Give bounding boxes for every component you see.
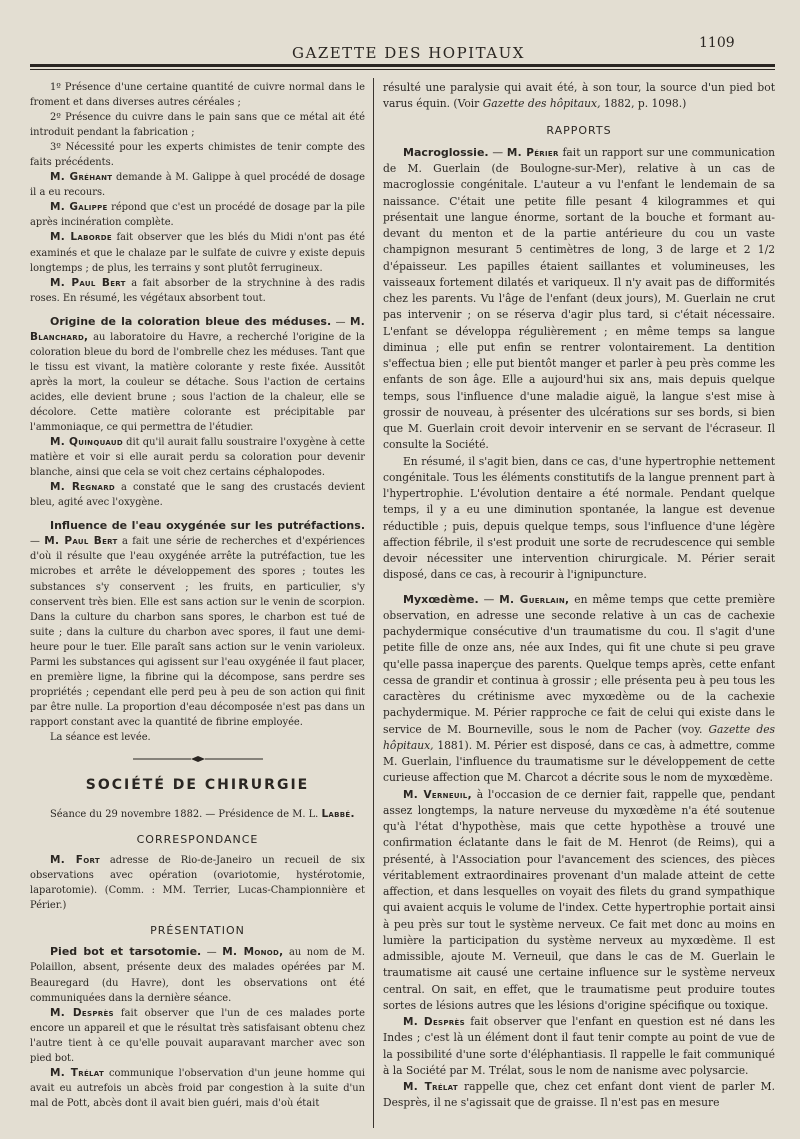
dash: — xyxy=(30,536,45,548)
correspondance-heading: CORRESPONDANCE xyxy=(136,833,259,847)
column-divider xyxy=(373,78,374,1128)
speaker-name: M. Trélat xyxy=(403,1081,458,1093)
speaker-name: M. Paul Bert xyxy=(44,535,118,548)
section-title: Influence de l'eau oxygénée sur les putréfactions. xyxy=(50,519,365,533)
paragraph-text: a constaté que le sang des crustacés devient bleu, agité avec l'oxygène. xyxy=(30,482,365,509)
speaker-name: M. Laborde xyxy=(50,231,112,244)
paragraph-text: répond que c'est un procédé de dosage par la pile après incinération complète. xyxy=(30,202,365,229)
paragraph xyxy=(383,1079,775,1112)
paragraph xyxy=(30,1006,365,1066)
speaker-name: M. Quinquaud xyxy=(50,436,123,449)
speaker-name: M. Monod, xyxy=(222,946,284,959)
dash: — xyxy=(488,145,507,159)
paragraph xyxy=(30,1066,365,1111)
speaker-name: M. Blanchard, xyxy=(30,315,365,343)
seance-text: Séance du 29 novembre 1882. — Présidence de M. L. xyxy=(50,809,322,821)
ornament-divider xyxy=(30,753,365,768)
paragraph-text: a fait absorber de la strychnine à des radis roses. En résumé, les végétaux absorbent tout. xyxy=(30,277,365,304)
paragraph xyxy=(383,145,775,454)
paragraph-text: a fait une série de recherches et d'expériences d'où il résulte que l'eau oxygénée arrête la putréfaction, tue les microbes et arrête le développement des spores ; toutes les substances s'y conservent ; les fruits, en particulier, s'y conservent très bien. Elle est sans action sur le venin de scorpion. Dans la culture du charbon sans spores, le charbon est tué de suite ; dans la culture du charbon avec spores, il faut une demi-heure pour le tuer. Elle paraît sans action sur le venin varioleux. Parmi les substances qui agissent sur l'eau oxygénée il faut placer, en première ligne, la fibrine qui la décompose, sans perdre ses propriétés ; cependant elle perd peu à peu de son action qui finit par être nulle. La proportion d'eau décomposée n'est pas dans un rapport constant avec la quantité de fibrine employée. xyxy=(30,536,366,728)
dash: — xyxy=(478,592,500,606)
dash: — xyxy=(331,316,350,328)
paragraph xyxy=(30,853,365,913)
citation-title: Gazette des hôpitaux, xyxy=(482,97,601,111)
paragraph-text: 1881). M. Périer est disposé, dans ce cas, à admettre, comme M. Guerlain, l'influence du traumatisme sur le développement de cette curieuse affection que M. Charcot a décrite sous le nom de myxœdème. xyxy=(383,738,775,785)
paragraph-text: rappelle que, chez cet enfant dont vient de parler M. Desprès, il ne s'agissait que de graisse. Il n'est pas en mesure xyxy=(383,1080,775,1110)
speaker-name: M. Desprès xyxy=(403,1016,465,1028)
rapports-heading: RAPPORTS xyxy=(546,123,612,137)
speaker-name: M. Desprès xyxy=(50,1006,114,1019)
paragraph-text: résulté une paralysie qui avait été, à son tour, la source d'un pied bot varus équin. (Voir xyxy=(383,81,775,111)
paragraph: En résumé, il s'agit bien, dans ce cas, d'une hypertrophie nettement congénitale. Tous les éléments constitutifs de la langue prennent part à l'hypertrophie. L'évolution dentaire a été normale. Pendant quelque temps, il y a eu une diminution spontanée, la langue est devenue réductible ; puis, depuis quelque temps, sous l'influence d'une légère affection fébrile, il s'est produit une sorte de recrudescence qui semble devoir nécessiter une intervention chirurgicale. M. Périer serait disposé, dans ce cas, à recourir à l'ignipuncture. xyxy=(383,454,775,582)
dash: — xyxy=(201,947,223,959)
paragraph-text: demande à M. Galippe à quel procédé de dosage il a eu recours. xyxy=(30,172,365,199)
speaker-name: M. Périer xyxy=(506,146,559,159)
speaker-name: M. Fort xyxy=(50,854,100,867)
left-column xyxy=(30,80,365,1111)
paragraph xyxy=(30,276,365,306)
paragraph xyxy=(30,230,365,275)
speaker-name: M. Trélat xyxy=(50,1066,105,1079)
paragraph xyxy=(383,1014,775,1079)
citation-title: Gazette des hôpitaux, xyxy=(383,722,776,752)
speaker-name: M. Galippe xyxy=(50,201,108,214)
speaker-name: M. Gréhant xyxy=(50,171,113,184)
paragraph xyxy=(30,200,365,230)
paragraph xyxy=(383,592,775,787)
page-number: 1109 xyxy=(699,35,735,51)
section-title: Pied bot et tarsotomie. xyxy=(50,945,202,959)
paragraph xyxy=(30,480,365,510)
paragraph-text: communique l'observation d'un jeune homme qui avait eu autrefois un abcès froid par congestion à la suite d'un mal de Pott, abcès dont il avait bien guéri, mais d'où était xyxy=(30,1067,365,1109)
journal-title: GAZETTE DES HOPITAUX xyxy=(292,44,525,62)
paragraph-text: fait observer que l'un de ces malades porte encore un appareil et que le résultat très satisfaisant obtenu chez l'autre tient à ce qu'elle pouvait auparavant marcher avec son pied bot. xyxy=(30,1007,365,1064)
section-title: Myxœdème. xyxy=(403,592,479,606)
paragraph xyxy=(30,518,365,730)
paragraph-text: 1882, p. 1098.) xyxy=(600,97,687,111)
paragraph-text: à l'occasion de ce dernier fait, rappelle que, pendant assez longtemps, la nature nerveuse du myxœdème n'a été soutenue qu'à l'état d'hypothèse, mais que cette hypothèse a trouvé une confirmation éclatante dans le fait de M. Henrot (de Reims), qui a présenté, à l'Association pour l'avancement des sciences, des pièces véritablement extraordinaires provenant d'un malade atteint de cette affection, et dans lesquelles on voyait des filets du grand sympathique qui avaient acquis le volume de l'index. Cette hypertrophie portait ainsi à peu près sur tout le système nerveux. Ce fait met donc au moins en lumière la participation du système nerveux au myxœdème. Il est admissible, ajoute M. Verneuil, que dans le cas de M. Guerlain le traumatisme ait causé une certaine influence sur le système nerveux central. On sait, en effet, que le traumatisme peut produire toutes sortes de lésions autres que les lésions d'origine spécifique ou toxique. xyxy=(383,787,775,1012)
society-heading: SOCIÉTÉ DE CHIRURGIE xyxy=(85,777,310,794)
paragraph xyxy=(30,170,365,200)
paragraph xyxy=(383,787,775,1015)
paragraph-text: au laboratoire du Havre, a recherché l'origine de la coloration bleue du bord de l'ombrelle chez les méduses. Tant que le tissu est vivant, la matière colorante y reste fixée. Aussitôt après la mort, la couleur se détache. Sous l'action de certains acides, elle devient brune ; sous l'action de la chaleur, elle se décolore. Cette matière colorante est précipitable par l'ammoniaque, ce qui permettra de l'étudier. xyxy=(30,331,365,434)
paragraph-text: au nom de M. Polaillon, absent, présente deux des malades opérées par M. Beauregard (du Havre), dont les observations ont été communiquées dans la dernière séance. xyxy=(30,947,365,1004)
paragraph-text: adresse de Rio-de-Janeiro un recueil de six observations avec opération (ovariotomie, hystérotomie, laparotomie). (Comm. : MM. Terrier, Lucas-Championnière et Périer.) xyxy=(30,855,365,912)
header-rule-thick xyxy=(30,64,775,67)
president-name: Labbé. xyxy=(321,808,355,821)
presentation-heading: PRÉSENTATION xyxy=(150,924,245,938)
section-title: Origine de la coloration bleue des méduses. xyxy=(50,314,332,328)
speaker-name: M. Verneuil, xyxy=(403,788,472,801)
paragraph-text: en même temps que cette première observation, en adresse une seconde relative à un cas de cachexie pachydermique consécutive d'un traumatisme du cou. Il s'agit d'une petite fille de onze ans, née aux Indes, qui fit une chute si peu grave qu'elle passa inaperçue des parents. Quelque temps après, cette enfant cessa de grandir et continua à grossir ; elle présenta peu à peu tous les caractères du crétinisme avec myxœdème ou de la cachexie pachydermique. M. Périer rapproche ce fait de celui qui existe dans le service de M. Bourneville, sous le nom de Pacher (voy. xyxy=(383,592,776,736)
paragraph: 3º Nécessité pour les experts chimistes de tenir compte des faits précédents. xyxy=(30,142,365,169)
paragraph: La séance est levée. xyxy=(50,731,151,743)
header-rule-thin xyxy=(30,69,775,70)
right-column xyxy=(383,80,775,1112)
speaker-name: M. Paul Bert xyxy=(50,276,126,289)
paragraph-text: fait observer que les blés du Midi n'ont pas été examinés et que le chalaze par le sulfate de cuivre y existe depuis longtemps ; de plus, les terrains y sont plutôt ferrugineux. xyxy=(30,232,365,274)
ornament-icon xyxy=(133,755,263,763)
section-title: Macroglossie. xyxy=(403,145,489,159)
paragraph: 2º Présence du cuivre dans le pain sans que ce métal ait été introduit pendant la fabrication ; xyxy=(30,112,365,139)
paragraph xyxy=(30,944,365,1005)
speaker-name: M. Regnard xyxy=(50,481,116,494)
seance-line xyxy=(30,807,365,822)
paragraph-text: dit qu'il aurait fallu soustraire l'oxygène à cette matière et voir si elle aurait perdu sa coloration pour devenir blanche, ainsi que cela se voit chez certains céphalopodes. xyxy=(30,437,366,479)
paragraph xyxy=(30,435,365,480)
paragraph xyxy=(383,80,775,113)
speaker-name: M. Guerlain, xyxy=(499,593,570,606)
paragraph-text: fait un rapport sur une communication de M. Guerlain (de Boulogne-sur-Mer), relative à un cas de macroglossie congénitale. L'auteur a vu l'enfant le lendemain de sa naissance. C'était une petite fille pesant 4 kilogrammes et qui présentait une langue énorme, sortant de la bouche et formant au-devant du menton et de la partie antérieure du cou un vaste champignon mesurant 5 centimètres de long, 3 de large et 2 1/2 d'épaisseur. Les papilles étaient saillantes et volumineuses, les vaisseaux fortement dilatés et variqueux. Il n'y avait pas de difformités chez les parents. Vu l'âge de l'enfant (deux jours), M. Guerlain ne crut pas intervenir ; on se réserva d'agir plus tard, si c'était nécessaire. L'enfant se développa régulièrement ; en même temps sa langue diminua ; elle put enfin se rentrer volontairement. La dentition s'effectua bien ; elle put bientôt manger et parler à peu près comme les enfants de son âge. Elle a aujourd'hui six ans, mais depuis quelque temps, sous l'influence d'une maladie aiguë, la langue s'est mise à grossir de nouveau, à présenter des ulcérations sur ses bords, si bien que M. Guerlain croit devoir intervenir en se servant de l'écraseur. Il consulte la Société. xyxy=(383,145,776,452)
paragraph: 1º Présence d'une certaine quantité de cuivre normal dans le froment et dans diverses autres céréales ; xyxy=(30,82,365,109)
paragraph-text: fait observer que l'enfant en question est né dans les Indes ; c'est là un élément dont il faut tenir compte au point de vue de la possibilité d'une sorte d'éléphantiasis. Il rappelle le fait communiqué à la Société par M. Trélat, sous le nom de nanisme avec polysarcie. xyxy=(383,1015,775,1077)
paragraph xyxy=(30,314,365,435)
